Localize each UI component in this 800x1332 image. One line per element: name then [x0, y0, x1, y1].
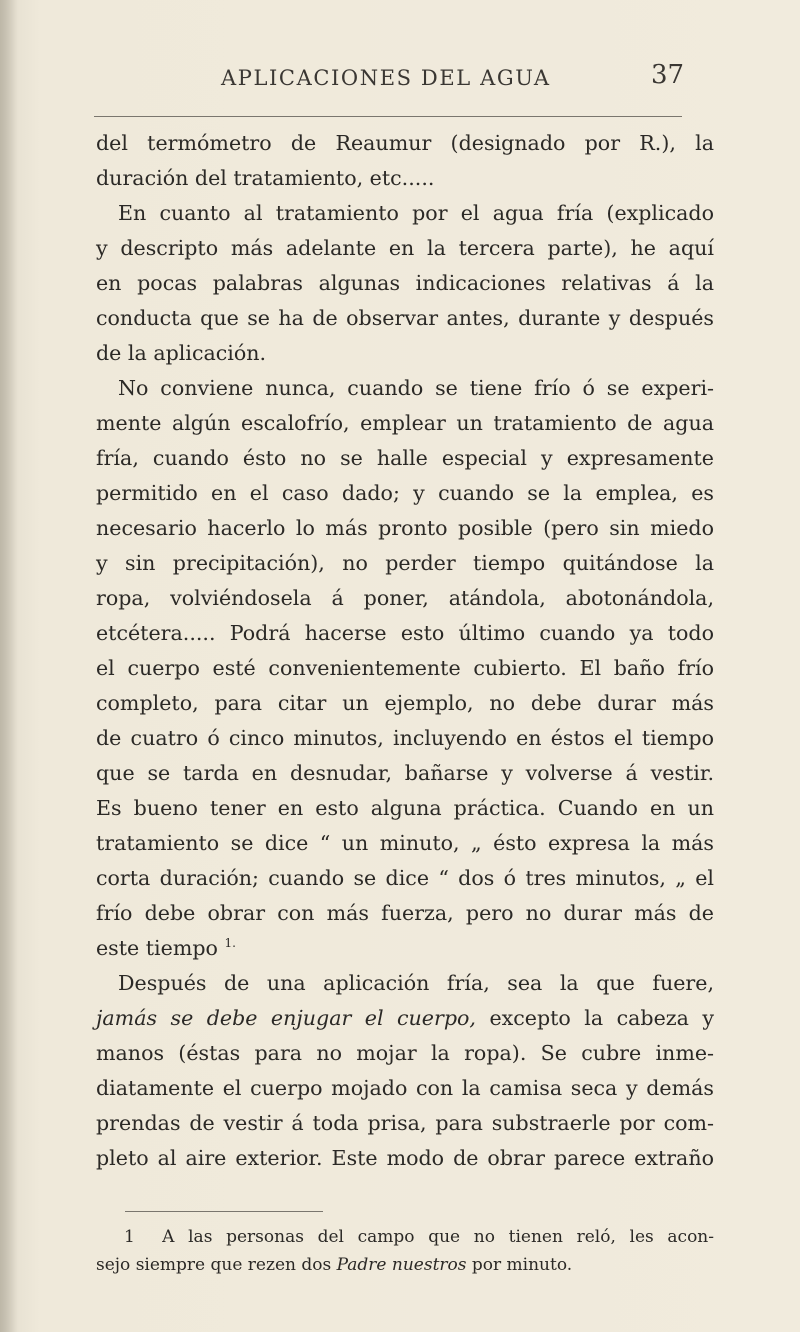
text-line — [96, 1001, 714, 1036]
text-line: En cuanto al tratamiento por el agua fría (explicado — [118, 201, 714, 225]
footnote-text: por minuto. — [466, 1255, 573, 1275]
text-line: y sin precipitación), no perder tiempo quitándose la — [96, 551, 714, 575]
text-line: mente algún escalofrío, emplear un tratamiento de agua — [96, 411, 714, 435]
footnote-italic: Padre nuestros — [336, 1255, 467, 1275]
text-line: completo, para citar un ejemplo, no debe durar más — [96, 691, 714, 715]
text-line: pleto al aire exterior. Este modo de obrar parece extraño — [96, 1146, 714, 1170]
footnote-reference: 1. — [224, 936, 236, 951]
text-line: del termómetro de Reaumur (designado por R.), la — [96, 131, 714, 155]
text-fragment: excepto la cabeza y — [489, 1006, 715, 1030]
page-gutter — [0, 0, 18, 1332]
footnote — [96, 1223, 714, 1279]
footnote-rule — [125, 1211, 323, 1212]
text-line: de cuatro ó cinco minutos, incluyendo en éstos el tiempo — [96, 726, 714, 750]
text-line: corta duración; cuando se dice “ dos ó tres minutos, „ el — [96, 866, 714, 890]
text-line: permitido en el caso dado; y cuando se la emplea, es — [96, 481, 714, 505]
text-line: ropa, volviéndosela á poner, atándola, abotonándola, — [96, 586, 714, 610]
text-line: en pocas palabras algunas indicaciones relativas á la — [96, 271, 714, 295]
text-line: que se tarda en desnudar, bañarse y volverse á vestir. — [96, 761, 714, 785]
italic-phrase: jamás se debe enjugar el cuerpo, — [96, 1006, 476, 1030]
text-line: etcétera..... Podrá hacerse esto último cuando ya todo — [96, 621, 714, 645]
text-line: diatamente el cuerpo mojado con la camisa seca y demás — [96, 1076, 714, 1100]
footnote-line — [96, 1251, 714, 1279]
text-line: de la aplicación. — [96, 341, 267, 365]
text-line: Es bueno tener en esto alguna práctica. Cuando en un — [96, 796, 714, 820]
text-line: No conviene nunca, cuando se tiene frío ó se experi- — [118, 376, 714, 400]
text-line: necesario hacerlo lo más pronto posible (pero sin miedo — [96, 516, 714, 540]
text-line: frío debe obrar con más fuerza, pero no durar más de — [96, 901, 714, 925]
text-line: tratamiento se dice “ un minuto, „ ésto expresa la más — [96, 831, 714, 855]
running-head — [0, 60, 800, 102]
footnote-text: A las personas del campo que no tienen reló, les acon- — [162, 1227, 714, 1247]
body-text — [96, 126, 714, 1176]
running-title: APLICACIONES DEL AGUA — [221, 66, 551, 90]
text-line — [96, 931, 714, 966]
text-line: duración del tratamiento, etc..... — [96, 166, 435, 190]
text-line: Después de una aplicación fría, sea la que fuere, — [118, 971, 714, 995]
footnote-text: sejo siempre que rezen dos — [96, 1255, 337, 1275]
text-line: el cuerpo esté convenientemente cubierto. El baño frío — [96, 656, 714, 680]
text-line: y descripto más adelante en la tercera parte), he aquí — [96, 236, 714, 260]
footnote-line — [96, 1223, 714, 1251]
text-line: conducta que se ha de observar antes, durante y después — [96, 306, 714, 330]
footnote-marker: 1 — [124, 1227, 135, 1247]
text-line: prendas de vestir á toda prisa, para substraerle por com- — [96, 1111, 714, 1135]
page-number: 37 — [651, 60, 685, 90]
header-rule — [94, 116, 682, 117]
text-line: manos (éstas para no mojar la ropa). Se cubre inme- — [96, 1041, 714, 1065]
text-fragment: este tiempo — [96, 936, 218, 960]
text-line: fría, cuando ésto no se halle especial y expresamente — [96, 446, 714, 470]
